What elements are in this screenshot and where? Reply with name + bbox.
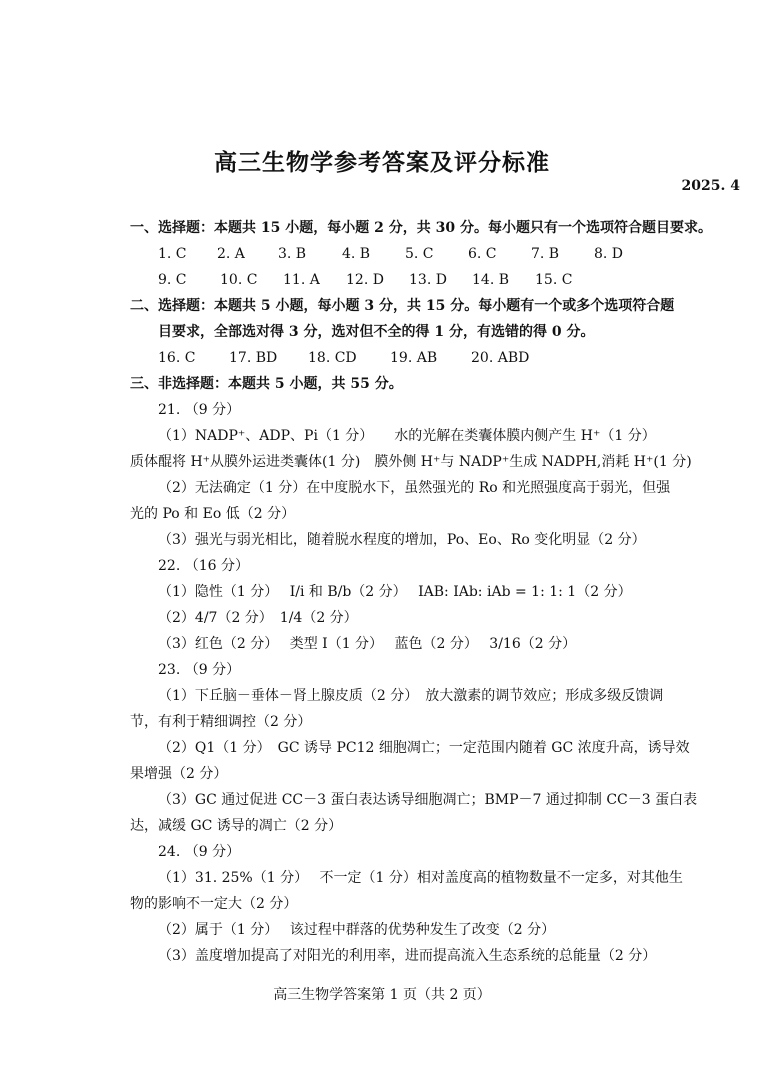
section-1-heading: 一、选择题：本题共 15 小题，每小题 2 分，共 30 分。每小题只有一个选项符合题目要求。: [130, 220, 712, 236]
answer-line: （3）强光与弱光相比，随着脱水程度的增加，Po、Eo、Ro 变化明显（2 分）: [158, 532, 646, 548]
page-title: 高三生物学参考答案及评分标准: [214, 149, 550, 176]
answer-line: （3）盖度增加提高了对阳光的利用率，进而提高流入生态系统的总能量（2 分）: [158, 948, 657, 964]
section-3-heading: 三、非选择题：本题共 5 小题，共 55 分。: [130, 376, 403, 392]
page-footer: 高三生物学答案第 1 页（共 2 页）: [273, 987, 491, 1003]
exam-date: 2025. 4: [681, 178, 740, 194]
answer-line: 22. （16 分）: [158, 558, 249, 574]
answer-line: （2）属于（1 分） 该过程中群落的优势种发生了改变（2 分）: [158, 922, 556, 938]
answer-item: 9. C: [158, 272, 187, 288]
answer-item: 14. B: [472, 272, 510, 288]
answer-line: （3）红色（2 分） 类型 Ⅰ（1 分） 蓝色（2 分） 3/16（2 分）: [158, 636, 577, 652]
answer-item: 2. A: [217, 246, 245, 262]
answer-item: 18. CD: [308, 350, 357, 366]
answer-line: （3）GC 通过促进 CC－3 蛋白表达诱导细胞凋亡；BMP－7 通过抑制 CC－3 蛋白表: [158, 792, 698, 808]
mc-answers-row-2: [158, 271, 572, 289]
answer-item: 7. B: [531, 246, 560, 262]
answer-item: 1. C: [158, 246, 187, 262]
answer-line: 23. （9 分）: [158, 662, 241, 678]
answer-item: 12. D: [346, 272, 384, 288]
answer-line: （2）Q1（1 分） GC 诱导 PC12 细胞凋亡；一定范围内随着 GC 浓度升高，诱导效: [158, 740, 690, 756]
answer-item: 11. A: [283, 272, 320, 288]
answer-item: 5. C: [405, 246, 434, 262]
answer-item: 17. BD: [229, 350, 278, 366]
mc-answers-row-1: [158, 245, 623, 263]
answer-line: 24. （9 分）: [158, 844, 241, 860]
answer-line: （1）31. 25%（1 分） 不一定（1 分）相对盖度高的植物数量不一定多，对其他生: [158, 870, 683, 886]
answer-item: 10. C: [220, 272, 258, 288]
answer-item: 13. D: [409, 272, 447, 288]
answer-line: 21. （9 分）: [158, 402, 241, 418]
answer-item: 6. C: [468, 246, 497, 262]
section-2-heading-cont: 目要求，全部选对得 3 分，选对但不全的得 1 分，有选错的得 0 分。: [158, 324, 595, 340]
answer-item: 8. D: [594, 246, 624, 262]
answer-line: （1）NADP⁺、ADP、Pi（1 分） 水的光解在类囊体膜内侧产生 H⁺（1 分）: [158, 428, 656, 444]
answer-line: （2）4/7（2 分） 1/4（2 分）: [158, 610, 358, 626]
answer-item: 20. ABD: [471, 350, 530, 366]
answer-line: （2）无法确定（1 分）在中度脱水下，虽然强光的 Ro 和光照强度高于弱光，但强: [158, 480, 671, 496]
answer-item: 19. AB: [390, 350, 438, 366]
answer-line: 质体醌将 H⁺从膜外运进类囊体(1 分) 膜外侧 H⁺与 NADP⁺生成 NADPH,消耗 H⁺(1 分): [130, 454, 692, 470]
answer-item: 15. C: [535, 272, 573, 288]
answer-item: 3. B: [278, 246, 307, 262]
answer-item: 16. C: [158, 350, 196, 366]
answer-line: （1）隐性（1 分） I/i 和 B/b（2 分） IAB: IAb: iAb = 1: 1: 1（2 分）: [158, 584, 632, 600]
answer-line: 物的影响不一定大（2 分）: [130, 896, 298, 912]
section-2-heading: 二、选择题：本题共 5 小题，每小题 3 分，共 15 分。每小题有一个或多个选项符合题: [130, 298, 675, 314]
multi-answers-row: [158, 349, 529, 367]
answer-line: 达，减缓 GC 诱导的凋亡（2 分）: [130, 818, 343, 834]
answer-line: 光的 Po 和 Eo 低（2 分）: [130, 506, 296, 522]
answer-line: （1）下丘脑－垂体－肾上腺皮质（2 分） 放大激素的调节效应；形成多级反馈调: [158, 688, 664, 704]
answer-item: 4. B: [342, 246, 371, 262]
answer-line: 节，有利于精细调控（2 分）: [130, 714, 312, 730]
answer-line: 果增强（2 分）: [130, 766, 228, 782]
